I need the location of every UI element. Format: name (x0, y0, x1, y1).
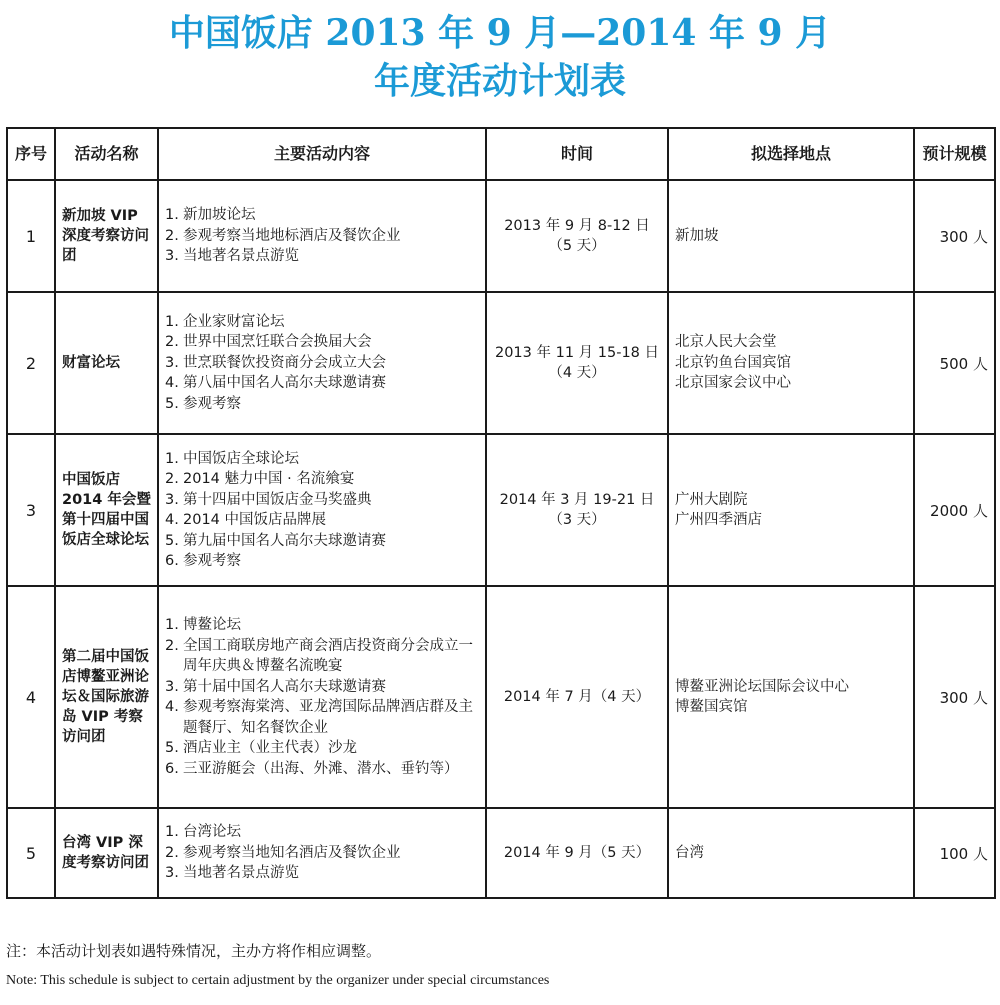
content-item-text: 参观考察当地知名酒店及餐饮企业 (183, 844, 401, 861)
content-item (165, 205, 479, 226)
activity-name: 中国饭店 2014 年会暨第十四届中国饭店全球论坛 (55, 434, 158, 586)
content-item-number: 3. (165, 678, 179, 695)
content-item (165, 636, 479, 677)
content-item-text: 世烹联餐饮投资商分会成立大会 (183, 354, 386, 371)
table-row (7, 808, 995, 898)
table-row (7, 180, 995, 292)
content-item-text: 台湾论坛 (183, 824, 241, 841)
content-item-text: 2014 中国饭店品牌展 (183, 512, 327, 528)
content-item-number: 5. (165, 532, 179, 549)
content-item-number: 2. (165, 844, 179, 861)
time-line: （3 天） (548, 512, 606, 528)
content-item (165, 843, 479, 864)
header-index: 序号 (7, 128, 55, 180)
content-item (165, 490, 479, 511)
table-row (7, 586, 995, 808)
content-item-text: 第九届中国名人高尔夫球邀请赛 (183, 532, 386, 549)
time-line: （5 天） (548, 238, 606, 254)
activity-scale: 2000 人 (914, 434, 995, 586)
location-line: 博鳌亚洲论坛国际会议中心 (675, 678, 849, 695)
activity-scale: 100 人 (914, 808, 995, 898)
content-item-number: 3. (165, 248, 179, 265)
content-item-text: 三亚游艇会（出海、外滩、潜水、垂钓等） (183, 760, 459, 777)
activity-time (486, 292, 668, 434)
content-item-text: 博鳌论坛 (183, 617, 241, 633)
location-line: 广州四季酒店 (675, 512, 762, 528)
time-line: 2013 年 11 月 15-18 日 (494, 344, 660, 361)
content-item (165, 822, 479, 843)
table-body (7, 180, 995, 898)
content-item-number: 3. (165, 865, 179, 882)
content-item-number: 3. (165, 491, 179, 508)
header-time: 时间 (486, 128, 668, 180)
row-index: 1 (7, 180, 55, 292)
content-item-text: 参观考察当地地标酒店及餐饮企业 (183, 227, 401, 244)
content-item (165, 226, 479, 247)
header-content: 主要活动内容 (158, 128, 486, 180)
time-line: 2013 年 9 月 8-12 日 (504, 217, 650, 234)
note-chinese: 注：本活动计划表如遇特殊情况，主办方将作相应调整。 (6, 942, 382, 960)
content-item (165, 332, 479, 353)
table-row (7, 292, 995, 434)
content-item-number: 2. (165, 334, 179, 351)
header-scale: 预计规模 (914, 128, 995, 180)
content-item (165, 469, 479, 490)
content-item-number: 2. (165, 471, 179, 487)
content-item (165, 677, 479, 698)
content-item-number: 1. (165, 207, 179, 224)
content-item-text: 参观考察 (183, 395, 241, 412)
activity-content (158, 434, 486, 586)
content-item (165, 863, 479, 884)
activity-content (158, 180, 486, 292)
location-line: 台湾 (675, 844, 704, 861)
content-item-text: 酒店业主（业主代表）沙龙 (183, 740, 357, 756)
content-item-text: 2014 魅力中国 · 名流飨宴 (183, 471, 355, 487)
location-line: 北京人民大会堂 (675, 334, 777, 351)
content-item-text: 当地著名景点游览 (183, 248, 299, 265)
title-line-2: 年度活动计划表 (373, 60, 626, 102)
content-item (165, 697, 479, 738)
activity-time (486, 586, 668, 808)
location-line: 北京钓鱼台国宾馆 (675, 354, 791, 371)
content-item (165, 531, 479, 552)
note-english: Note: This schedule is subject to certain adjustment by the organizer under special circumstances (6, 973, 550, 988)
content-item-text: 第十届中国名人高尔夫球邀请赛 (183, 678, 386, 695)
content-item (165, 394, 479, 415)
time-line: （4 天） (548, 365, 606, 381)
location-line: 新加坡 (675, 227, 719, 244)
content-item-text: 第八届中国名人高尔夫球邀请赛 (183, 375, 386, 392)
content-item (165, 510, 479, 531)
activity-location (668, 586, 914, 808)
activity-location (668, 180, 914, 292)
content-item-text: 中国饭店全球论坛 (183, 450, 299, 467)
header-row (7, 128, 995, 180)
header-name: 活动名称 (55, 128, 158, 180)
activity-content (158, 292, 486, 434)
activity-location (668, 434, 914, 586)
time-line: 2014 年 9 月（5 天） (503, 844, 651, 861)
content-item (165, 373, 479, 394)
content-item (165, 353, 479, 374)
content-item-number: 5. (165, 740, 179, 756)
location-line: 博鳌国宾馆 (675, 699, 748, 715)
activity-location (668, 808, 914, 898)
content-item-text: 当地著名景点游览 (183, 865, 299, 882)
activity-name: 财富论坛 (55, 292, 158, 434)
activity-name: 第二届中国饭店博鳌亚洲论坛＆国际旅游岛 VIP 考察访问团 (55, 586, 158, 808)
activity-content (158, 808, 486, 898)
content-item-text: 参观考察海棠湾、亚龙湾国际品牌酒店群及主题餐厅、知名餐饮企业 (183, 699, 473, 736)
content-item (165, 759, 479, 780)
content-item-number: 4. (165, 375, 179, 392)
content-item-number: 6. (165, 760, 179, 777)
activity-scale: 500 人 (914, 292, 995, 434)
activity-time (486, 808, 668, 898)
content-item-number: 1. (165, 313, 179, 330)
activity-time (486, 434, 668, 586)
content-item-number: 1. (165, 450, 179, 467)
content-item-text: 世界中国烹饪联合会换届大会 (183, 334, 372, 351)
content-item (165, 615, 479, 636)
content-item (165, 551, 479, 572)
time-line: 2014 年 7 月（4 天） (503, 688, 651, 705)
activity-scale: 300 人 (914, 180, 995, 292)
content-item (165, 449, 479, 470)
header-location: 拟选择地点 (668, 128, 914, 180)
content-item-text: 全国工商联房地产商会酒店投资商分会成立一周年庆典＆博鳌名流晚宴 (183, 637, 473, 674)
content-item-number: 2. (165, 227, 179, 244)
activity-name: 台湾 VIP 深度考察访问团 (55, 808, 158, 898)
content-item-number: 2. (165, 637, 179, 654)
content-item-text: 企业家财富论坛 (183, 313, 285, 330)
content-item (165, 246, 479, 267)
title-line-1: 中国饭店 2013 年 9 月—2014 年 9 月 (168, 12, 832, 54)
activity-location (668, 292, 914, 434)
row-index: 4 (7, 586, 55, 808)
row-index: 5 (7, 808, 55, 898)
content-item-text: 第十四届中国饭店金马奖盛典 (183, 491, 372, 508)
location-line: 广州大剧院 (675, 491, 748, 508)
content-item-number: 4. (165, 512, 179, 528)
content-item-text: 新加坡论坛 (183, 207, 256, 224)
content-item-number: 6. (165, 553, 179, 569)
content-item (165, 312, 479, 333)
row-index: 2 (7, 292, 55, 434)
activity-content (158, 586, 486, 808)
content-item-text: 参观考察 (183, 553, 241, 569)
content-item-number: 1. (165, 824, 179, 841)
content-item-number: 5. (165, 395, 179, 412)
content-item-number: 4. (165, 699, 179, 715)
content-item-number: 1. (165, 617, 179, 633)
activity-scale: 300 人 (914, 586, 995, 808)
content-item-number: 3. (165, 354, 179, 371)
activity-time (486, 180, 668, 292)
time-line: 2014 年 3 月 19-21 日 (499, 491, 655, 508)
content-item (165, 738, 479, 759)
row-index: 3 (7, 434, 55, 586)
table-row (7, 434, 995, 586)
activity-name: 新加坡 VIP 深度考察访问团 (55, 180, 158, 292)
activity-plan-table (6, 127, 996, 899)
location-line: 北京国家会议中心 (675, 375, 791, 392)
